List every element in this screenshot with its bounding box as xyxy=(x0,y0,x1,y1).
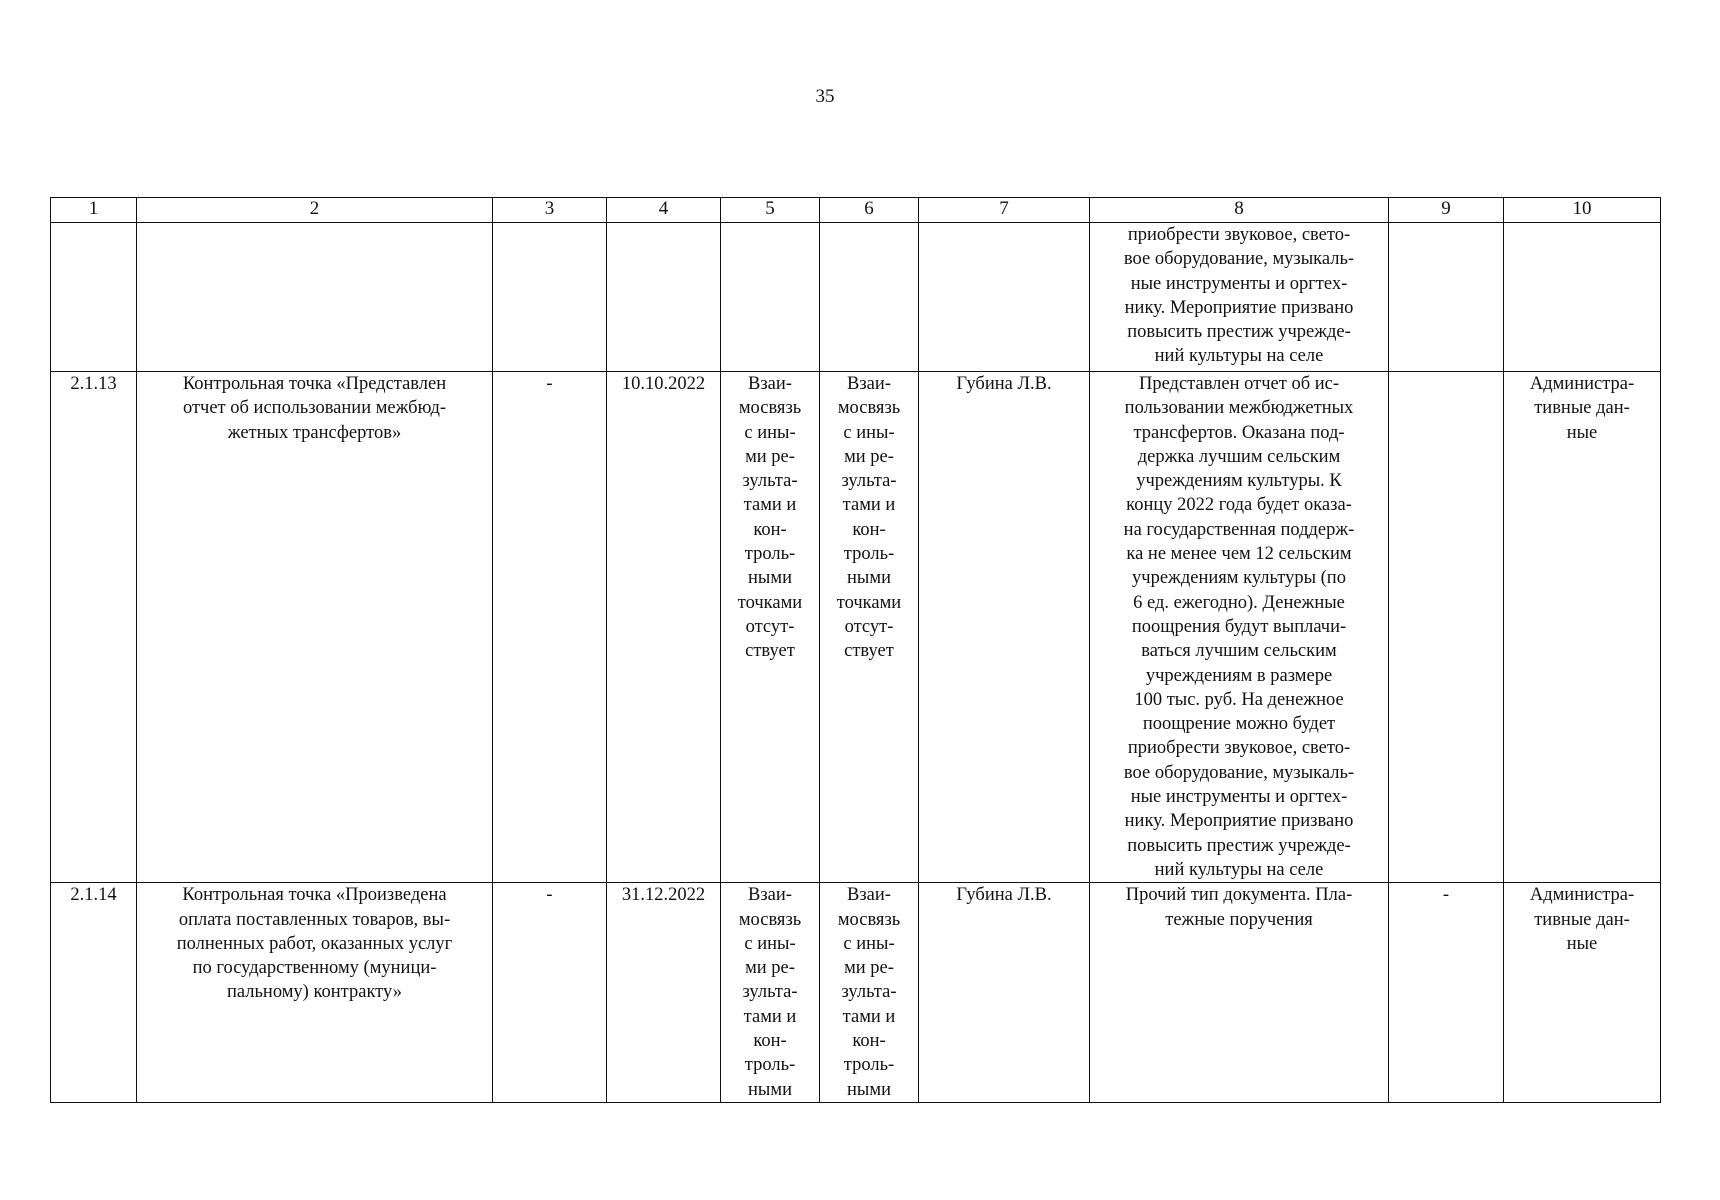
text-line: жетных трансфертов» xyxy=(227,422,402,443)
text-line: отсут- xyxy=(745,616,795,637)
text-line: тами и xyxy=(743,1006,797,1027)
text-line: с ины- xyxy=(843,422,895,443)
text-line: ми ре- xyxy=(745,958,795,979)
text-line: точками xyxy=(737,592,803,613)
cell-relationship-col6 xyxy=(820,372,919,883)
text-line: 6 ед. ежегодно). Денежные xyxy=(1133,592,1345,613)
text-line: нику. Мероприятие призвано xyxy=(1124,297,1354,318)
text-line: ствует xyxy=(844,641,894,662)
header-col-7: 7 xyxy=(919,198,1090,223)
header-col-5: 5 xyxy=(721,198,820,223)
cell-empty xyxy=(1504,223,1661,372)
cell-responsible: Губина Л.В. xyxy=(919,883,1090,1103)
text-line: Контрольная точка «Представлен xyxy=(182,374,447,394)
text-line: троль- xyxy=(843,1055,895,1076)
cell-empty xyxy=(1389,223,1504,372)
text-line: зульта- xyxy=(841,982,897,1003)
text-line: зульта- xyxy=(742,471,798,492)
text-line: троль- xyxy=(744,544,796,565)
header-col-9: 9 xyxy=(1389,198,1504,223)
text-line: ка не менее чем 12 сельским xyxy=(1126,544,1352,565)
text-line: зульта- xyxy=(841,471,897,492)
text-line: кон- xyxy=(852,1031,886,1052)
cell-responsible: Губина Л.В. xyxy=(919,372,1090,883)
table-row xyxy=(51,883,1661,1103)
text-line: Взаи- xyxy=(847,885,891,906)
text-line: ные инструменты и оргтех- xyxy=(1130,273,1348,294)
table-row xyxy=(51,372,1661,883)
cell-col9: - xyxy=(1389,883,1504,1103)
text-line: вое оборудование, музыкаль- xyxy=(1123,249,1355,270)
text-line: ми ре- xyxy=(844,958,894,979)
header-col-6: 6 xyxy=(820,198,919,223)
cell-empty xyxy=(919,223,1090,372)
header-row xyxy=(51,198,1661,223)
header-col-8: 8 xyxy=(1090,198,1389,223)
cell-empty xyxy=(137,223,493,372)
text-line: ний культуры на селе xyxy=(1154,859,1324,880)
header-col-4: 4 xyxy=(607,198,721,223)
text-line: точками xyxy=(836,592,902,613)
text-line: ные инструменты и оргтех- xyxy=(1130,787,1348,808)
text-line: с ины- xyxy=(744,422,796,443)
text-line: вое оборудование, музыкаль- xyxy=(1123,762,1355,783)
header-col-3: 3 xyxy=(493,198,607,223)
cell-description xyxy=(1090,372,1389,883)
text-line: с ины- xyxy=(843,933,895,954)
header-col-2: 2 xyxy=(137,198,493,223)
text-line: ными xyxy=(847,568,891,589)
text-line: тами и xyxy=(842,495,896,516)
cell-col9 xyxy=(1389,372,1504,883)
text-line: ваться лучшим сельским xyxy=(1141,641,1337,662)
text-line: пальному) контракту» xyxy=(226,982,402,1003)
cell-relationship-col5 xyxy=(721,372,820,883)
text-line: тами и xyxy=(743,495,797,516)
text-line: ными xyxy=(748,568,792,589)
text-line: ний культуры на селе xyxy=(1154,346,1324,367)
table-row-continuation xyxy=(51,223,1661,372)
cell-empty xyxy=(820,223,919,372)
text-line: оплата поставленных товаров, вы- xyxy=(178,909,451,930)
text-line: тивные дан- xyxy=(1534,909,1630,930)
text-line: приобрести звуковое, свето- xyxy=(1127,225,1351,245)
cell-data-source xyxy=(1504,883,1661,1103)
cell-number: 2.1.13 xyxy=(51,372,137,883)
text-line: мосвязь xyxy=(738,398,802,419)
text-line: мосвязь xyxy=(738,909,802,930)
text-line: на государственная поддерж- xyxy=(1123,519,1355,540)
cell-empty xyxy=(607,223,721,372)
text-line: повысить престиж учрежде- xyxy=(1127,835,1351,856)
text-line: Взаи- xyxy=(847,374,891,394)
text-line: по государственному (муници- xyxy=(192,958,437,979)
text-line: ми ре- xyxy=(844,446,894,467)
text-line: ными xyxy=(748,1079,792,1100)
cell-col3: - xyxy=(493,372,607,883)
cell-data-source xyxy=(1504,372,1661,883)
text-line: тивные дан- xyxy=(1534,398,1630,419)
cell-relationship-col6 xyxy=(820,883,919,1103)
text-line: трансфертов. Оказана под- xyxy=(1133,422,1345,443)
text-line: учреждениям в размере xyxy=(1145,665,1333,686)
text-line: кон- xyxy=(753,519,787,540)
cell-col3: - xyxy=(493,883,607,1103)
page-number: 35 xyxy=(815,86,835,107)
text-line: приобрести звуковое, свето- xyxy=(1127,738,1351,759)
cell-relationship-col5 xyxy=(721,883,820,1103)
text-line: Взаи- xyxy=(748,885,792,906)
text-line: нику. Мероприятие призвано xyxy=(1124,811,1354,832)
text-line: учреждениям культуры (по xyxy=(1132,568,1346,589)
document-table xyxy=(50,197,1661,1103)
cell-description xyxy=(1090,883,1389,1103)
text-line: тежные поручения xyxy=(1165,909,1313,930)
text-line: тами и xyxy=(842,1006,896,1027)
header-col-1: 1 xyxy=(51,198,137,223)
text-line: повысить престиж учрежде- xyxy=(1127,322,1351,343)
text-line: зульта- xyxy=(742,982,798,1003)
text-line: кон- xyxy=(852,519,886,540)
text-line: Администра- xyxy=(1529,885,1635,906)
text-line: ные xyxy=(1566,422,1598,443)
text-line: отсут- xyxy=(844,616,894,637)
text-line: ными xyxy=(847,1079,891,1100)
text-line: ные xyxy=(1566,933,1598,954)
text-line: поощрения будут выплачи- xyxy=(1131,616,1347,637)
text-line: троль- xyxy=(744,1055,796,1076)
text-line: ствует xyxy=(745,641,795,662)
text-line: полненных работ, оказанных услуг xyxy=(176,933,453,954)
cell-number: 2.1.14 xyxy=(51,883,137,1103)
text-line: Контрольная точка «Произведена xyxy=(182,885,447,906)
text-line: Администра- xyxy=(1529,374,1635,394)
text-line: держка лучшим сельским xyxy=(1137,446,1341,467)
cell-control-point-name xyxy=(137,883,493,1103)
text-line: ми ре- xyxy=(745,446,795,467)
text-line: Взаи- xyxy=(748,374,792,394)
text-line: троль- xyxy=(843,544,895,565)
text-line: кон- xyxy=(753,1031,787,1052)
text-line: учреждениям культуры. К xyxy=(1136,471,1342,492)
text-line: Прочий тип документа. Пла- xyxy=(1125,885,1353,906)
text-line: с ины- xyxy=(744,933,796,954)
cell-control-point-name xyxy=(137,372,493,883)
cell-description-continuation xyxy=(1090,223,1389,372)
cell-empty xyxy=(493,223,607,372)
text-line: 100 тыс. руб. На денежное xyxy=(1134,689,1344,710)
text-line: отчет об использовании межбюд- xyxy=(182,398,447,419)
cell-empty xyxy=(721,223,820,372)
text-line: Представлен отчет об ис- xyxy=(1138,374,1340,394)
text-line: пользовании межбюджетных xyxy=(1124,398,1354,419)
cell-date: 10.10.2022 xyxy=(607,372,721,883)
cell-empty xyxy=(51,223,137,372)
text-line: мосвязь xyxy=(837,909,901,930)
text-line: концу 2022 года будет оказа- xyxy=(1126,495,1352,516)
text-line: мосвязь xyxy=(837,398,901,419)
cell-date: 31.12.2022 xyxy=(607,883,721,1103)
text-line: поощрение можно будет xyxy=(1142,714,1336,735)
header-col-10: 10 xyxy=(1504,198,1661,223)
